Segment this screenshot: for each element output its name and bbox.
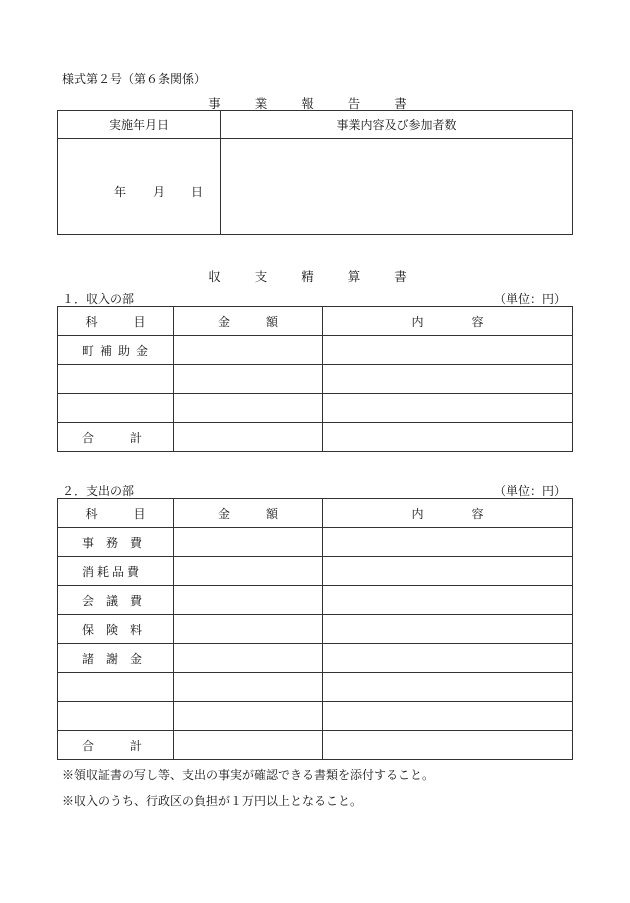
content-cell[interactable] <box>323 673 573 702</box>
content-cell[interactable] <box>323 615 573 644</box>
header-date: 実施年月日 <box>58 111 221 139</box>
content-cell[interactable] <box>323 557 573 586</box>
expense-header-item: 科 目 <box>58 499 174 528</box>
table-row <box>58 673 573 702</box>
settlement-title: 収 支 精 算 書 <box>208 269 422 284</box>
income-unit: （単位：円） <box>493 292 566 306</box>
expense-item: 会 議 費 <box>82 593 143 608</box>
amount-cell[interactable] <box>174 586 323 615</box>
expense-header-amount: 金 額 <box>174 499 323 528</box>
report-table <box>57 110 573 235</box>
header-content: 事業内容及び参加者数 <box>221 111 573 139</box>
amount-cell[interactable] <box>174 702 323 731</box>
table-row <box>58 557 573 586</box>
expense-item: 事 務 費 <box>82 535 143 550</box>
amount-cell[interactable] <box>174 365 323 394</box>
income-header-item: 科 目 <box>58 307 174 336</box>
date-cell[interactable] <box>58 139 221 235</box>
content-cell[interactable] <box>323 528 573 557</box>
content-cell[interactable] <box>323 586 573 615</box>
content-cell[interactable] <box>323 365 573 394</box>
amount-cell[interactable] <box>174 528 323 557</box>
date-day: 日 <box>191 185 204 199</box>
expense-item: 保 険 料 <box>82 622 143 637</box>
note-receipt: ※領収証書の写し等、支出の事実が確認できる書類を添付すること。 <box>62 768 435 782</box>
table-row <box>58 644 573 673</box>
amount-cell[interactable] <box>174 615 323 644</box>
content-cell[interactable] <box>323 644 573 673</box>
amount-cell[interactable] <box>174 336 323 365</box>
amount-cell[interactable] <box>174 644 323 673</box>
table-row <box>58 423 573 452</box>
date-month: 月 <box>153 185 166 199</box>
table-row <box>58 336 573 365</box>
content-cell[interactable] <box>323 702 573 731</box>
content-cell[interactable] <box>323 423 573 452</box>
expense-header-content: 内 容 <box>323 499 573 528</box>
report-title: 事 業 報 告 書 <box>208 96 422 111</box>
content-cell[interactable] <box>221 139 573 235</box>
form-label: 様式第２号（第６条関係） <box>62 72 207 86</box>
table-row <box>58 615 573 644</box>
table-row <box>58 394 573 423</box>
amount-cell[interactable] <box>174 394 323 423</box>
table-row <box>58 586 573 615</box>
content-cell[interactable] <box>323 336 573 365</box>
expense-item: 諸 謝 金 <box>82 651 143 666</box>
amount-cell[interactable] <box>174 557 323 586</box>
content-cell[interactable] <box>323 731 573 760</box>
table-row <box>58 365 573 394</box>
expense-item: 消耗品費 <box>82 564 143 579</box>
income-total-label: 合 計 <box>82 430 143 445</box>
expense-label: ２．支出の部 <box>62 484 135 498</box>
expense-table <box>57 498 573 760</box>
income-item: 町補助金 <box>82 343 155 358</box>
table-row <box>58 702 573 731</box>
income-header-amount: 金 額 <box>174 307 323 336</box>
content-cell[interactable] <box>323 394 573 423</box>
table-row <box>58 528 573 557</box>
table-row <box>58 731 573 760</box>
income-label: １．収入の部 <box>62 292 135 306</box>
note-district: ※収入のうち、行政区の負担が１万円以上となること。 <box>62 794 363 808</box>
amount-cell[interactable] <box>174 423 323 452</box>
date-year: 年 <box>114 185 127 199</box>
amount-cell[interactable] <box>174 731 323 760</box>
amount-cell[interactable] <box>174 673 323 702</box>
expense-total-label: 合 計 <box>82 738 143 753</box>
expense-unit: （単位：円） <box>493 484 566 498</box>
income-table <box>57 306 573 452</box>
income-header-content: 内 容 <box>323 307 573 336</box>
